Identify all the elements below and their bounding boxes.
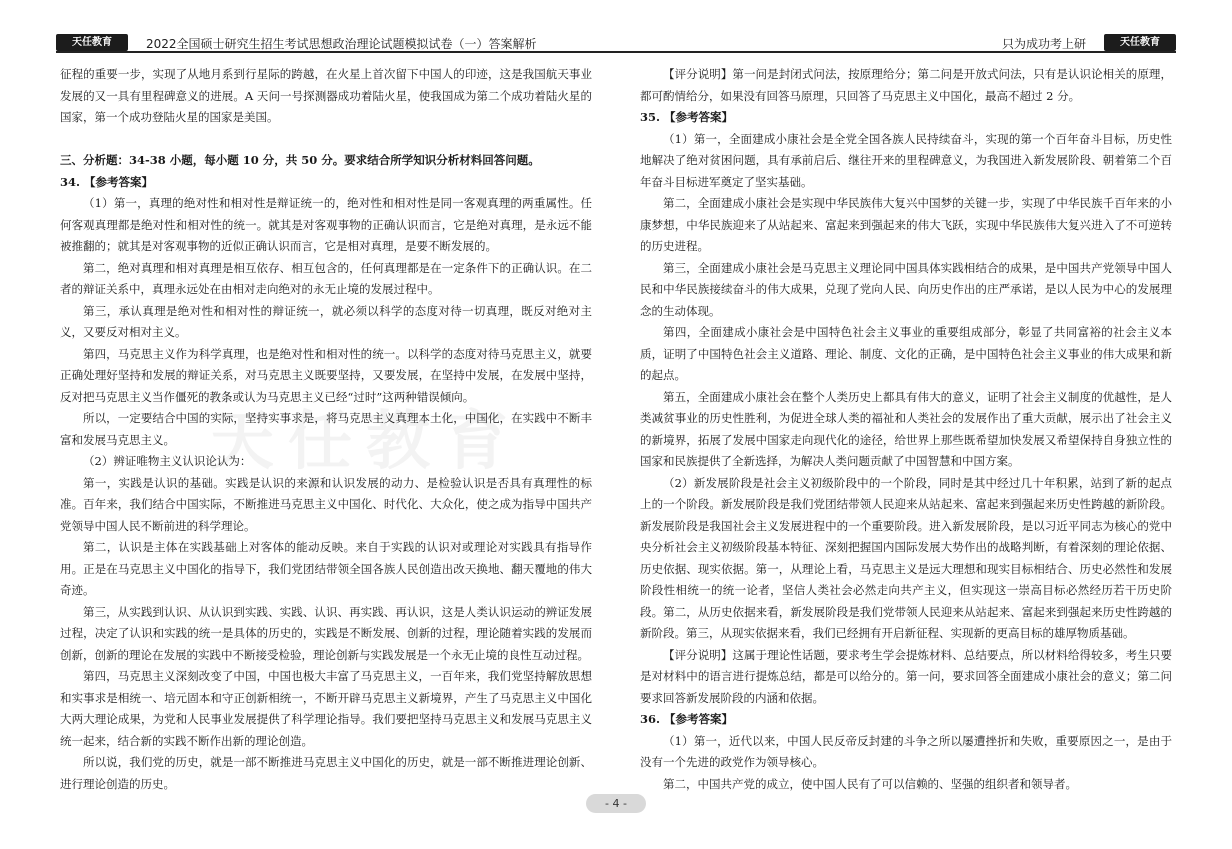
paragraph: 第二，绝对真理和相对真理是相互依存、相互包含的，任何真理都是在一定条件下的正确认识。在二者的辩证关系中，真理永远处在由相对走向绝对的永无止境的发展过程中。 <box>60 260 592 296</box>
paragraph: （2）辨证唯物主义认识论认为： <box>83 454 252 468</box>
paragraph: 【评分说明】第一问是封闭式问法，按原理给分；第二问是开放式问法，只有是认识论相关的原理，都可酌情给分，如果没有回答马原理，只回答了马克思主义中国化，最高不超过 2 分。 <box>640 67 1172 103</box>
section-heading: 34. 【参考答案】 <box>60 174 154 189</box>
header-slogan: 只为成功考上研 <box>1001 37 1086 51</box>
header-divider <box>56 51 1176 53</box>
left-column <box>60 64 592 795</box>
section-heading: 36. 【参考答案】 <box>640 712 734 726</box>
paragraph: （1）第一，近代以来，中国人民反帝反封建的斗争之所以屡遭挫折和失败，重要原因之一，是由于没有一个先进的政党作为领导核心。 <box>640 733 1172 769</box>
paragraph: （1）第一，真理的绝对性和相对性是辩证统一的，绝对性和相对性是同一客观真理的两重属性。任何客观真理都是绝对性和相对性的统一。就其是对客观事物的正确认识而言，它是绝对真理，是永远不能被推翻的；就其是对客观事物的近似正确认识而言，它是相对真理，是要不断发展的。 <box>60 196 592 253</box>
paragraph: 第二，认识是主体在实践基础上对客体的能动反映。来自于实践的认识对或理论对实践具有指导作用。正是在马克思主义中国化的指导下，我们党团结带领全国各族人民创造出改天换地、翻天覆地的伟大奇迹。 <box>60 540 592 597</box>
right-column <box>640 64 1172 795</box>
page-header <box>56 34 1176 53</box>
page-number: - 4 - <box>586 794 646 813</box>
paragraph: 第五，全面建成小康社会在整个人类历史上都具有伟大的意义，证明了社会主义制度的优越性，是人类减贫事业的历史性胜利，为促进全球人类的福祉和人类社会的发展作出了重大贡献，展示出了社会主义的新境界，拓展了发展中国家走向现代化的途径，给世界上那些既希望加快发展又希望保持自身独立性的国家和民族提供了全新选择，为解决人类问题贡献了中国智慧和中国方案。 <box>640 389 1172 468</box>
paragraph: 征程的重要一步，实现了从地月系到行星际的跨越，在火星上首次留下中国人的印迹，这是我国航天事业发展的又一具有里程碑意义的进展。A 天问一号探测器成功着陆火星，使我国成为第二个成功着陆火星的国家，第一个成功登陆火星的国家是美国。 <box>60 67 592 124</box>
paragraph: （2）新发展阶段是社会主义初级阶段中的一个阶段，同时是其中经过几十年积累，站到了新的起点上的一个阶段。新发展阶段是我们党团结带领人民迎来从站起来、富起来到强起来历史性跨越的新阶段。新发展阶段是我国社会主义发展进程中的一个重要阶段。进入新发展阶段，是以习近平同志为核心的党中央分析社会主义初级阶段基本特征、深刻把握国内国际发展大势作出的战略判断，有着深刻的理论依据、历史依据、现实依据。第一，从理论上看，马克思主义是远大理想和现实目标相结合、历史必然性和发展阶段性相统一的统一论者，坚信人类社会必然走向共产主义，但实现这一崇高目标必然经历若干历史阶段。第二，从历史依据来看，新发展阶段是我们党带领人民迎来从站起来、富起来到强起来历史性跨越的新阶段。第三，从现实依据来看，我们已经拥有开启新征程、实现新的更高目标的雄厚物质基础。 <box>640 475 1172 640</box>
brand-logo: 天任教育 <box>56 34 128 51</box>
paragraph: 所以，一定要结合中国的实际，坚持实事求是，将马克思主义真理本土化，中国化，在实践中不断丰富和发展马克思主义。 <box>60 411 592 447</box>
section-heading: 35. 【参考答案】 <box>640 110 734 124</box>
paragraph: 【评分说明】这属于理论性话题，要求考生学会提炼材料、总结要点，所以材料给得较多，考生只要是对材料中的语言进行提炼总结，都是可以给分的。第一问，要求回答全面建成小康社会的意义；第二问要求回答新发展阶段的内涵和依据。 <box>640 647 1172 705</box>
document-title: 2022全国硕士研究生招生考试思想政治理论试题模拟试卷（一）答案解析 <box>146 37 537 51</box>
paragraph: 第四，马克思主义作为科学真理，也是绝对性和相对性的统一。以科学的态度对待马克思主义，就要正确处理好坚持和发展的辩证关系，对马克思主义既要坚持，又要发展，在坚持中发展，在发展中坚持，反对把马克思主义当作僵死的教条或认为马克思主义已经“过时”这两种错误倾向。 <box>60 346 592 404</box>
paragraph: 所以说，我们党的历史，就是一部不断推进马克思主义中国化的历史，就是一部不断推进理论创新、进行理论创造的历史。 <box>60 755 592 791</box>
section-heading: 三、分析题：34-38 小题，每小题 10 分，共 50 分。要求结合所学知识分析材料回答问题。 <box>60 153 540 167</box>
paragraph: 第三，承认真理是绝对性和相对性的辩证统一，就必须以科学的态度对待一切真理，既反对绝对主义，又要反对相对主义。 <box>60 303 592 339</box>
paragraph: 第三，全面建成小康社会是马克思主义理论同中国具体实践相结合的成果，是中国共产党领导中国人民和中华民族接续奋斗的伟大成果，兑现了党向人民、向历史作出的庄严承诺，是以人民为中心的发展理念的生动体现。 <box>640 260 1172 318</box>
paragraph: 第二，全面建成小康社会是实现中华民族伟大复兴中国梦的关键一步，实现了中华民族千百年来的小康梦想，中华民族迎来了从站起来、富起来到强起来的伟大飞跃，实现中华民族伟大复兴进入了不可逆转的历史进程。 <box>640 196 1172 253</box>
paragraph: （1）第一，全面建成小康社会是全党全国各族人民持续奋斗，实现的第一个百年奋斗目标，历史性地解决了绝对贫困问题，具有承前启后、继往开来的里程碑意义，为我国进入新发展阶段、朝着第二个百年奋斗目标进军奠定了坚实基础。 <box>640 131 1172 189</box>
paragraph: 第二，中国共产党的成立，使中国人民有了可以信赖的、坚强的组织者和领导者。 <box>663 776 1077 791</box>
paragraph: 第四，马克思主义深刻改变了中国，中国也极大丰富了马克思主义，一百年来，我们党坚持解放思想和实事求是相统一、培元固本和守正创新相统一，不断开辟马克思主义新境界，产生了马克思主义中国化大两大理论成果，为党和人民事业发展提供了科学理论指导。我们要把坚持马克思主义和发展马克思主义统一起来，结合新的实践不断作出新的理论创造。 <box>60 669 592 748</box>
paragraph: 第三，从实践到认识、从认识到实践、实践、认识、再实践、再认识，这是人类认识运动的辨证发展过程，决定了认识和实践的统一是具体的历史的，实践是不断发展、创新的过程，理论随着实践的发展而创新，创新的理论在发展的实践中不断接受检验，理论创新与实践发展是一个永无止境的良性互动过程。 <box>60 604 592 662</box>
brand-logo-right: 天任教育 <box>1104 34 1176 51</box>
paragraph: 第一，实践是认识的基础。实践是认识的来源和认识发展的动力、是检验认识是否具有真理性的标准。百年来，我们结合中国实际，不断推进马克思主义中国化、时代化、大众化，使之成为指导中国共产党领导中国人民不断前进的科学理论。 <box>60 475 592 533</box>
spacer <box>60 129 592 151</box>
paragraph: 第四，全面建成小康社会是中国特色社会主义事业的重要组成部分，彰显了共同富裕的社会主义本质，证明了中国特色社会主义道路、理论、制度、文化的正确，是中国特色社会主义事业的伟大成果和新的起点。 <box>640 325 1172 382</box>
